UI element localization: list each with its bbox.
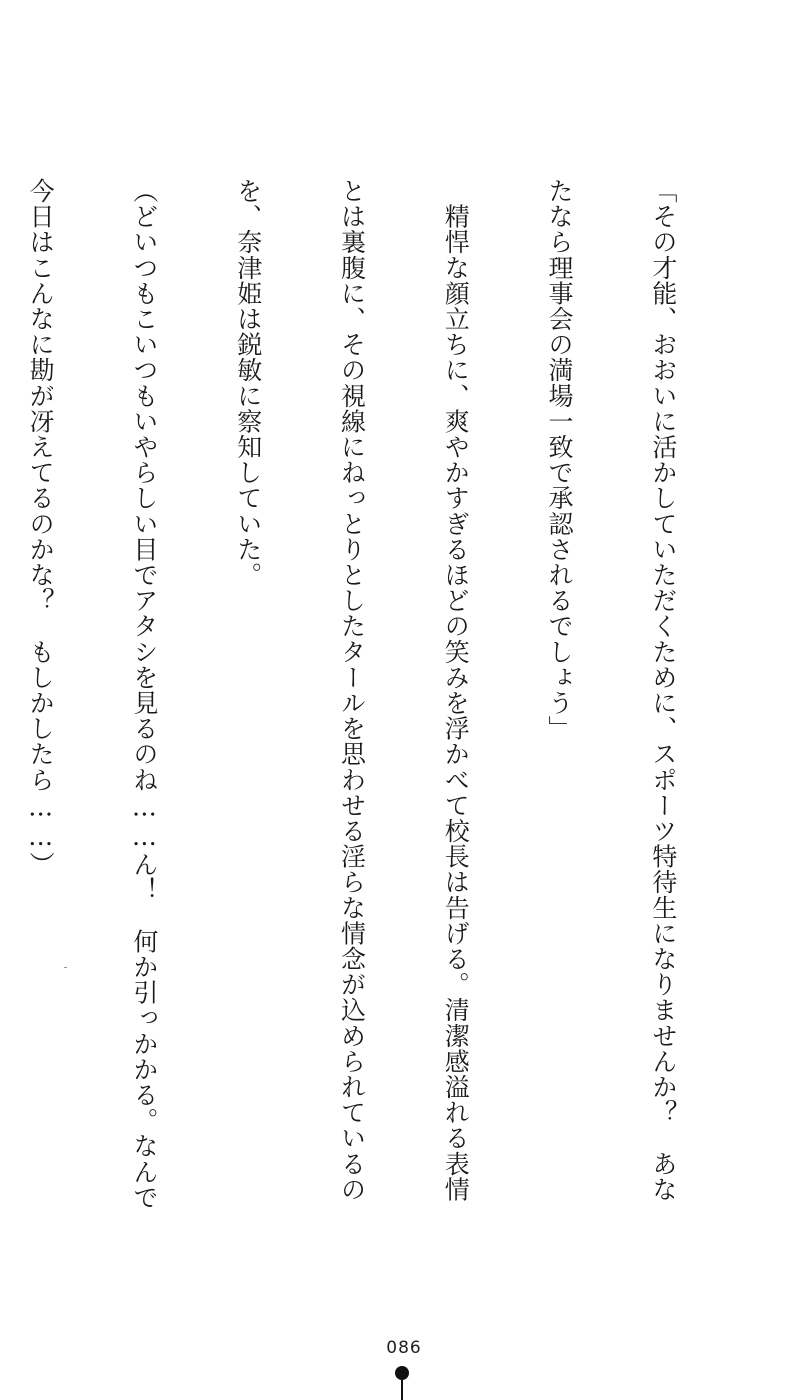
page-number-dot xyxy=(395,1366,409,1380)
scan-speck xyxy=(64,967,67,968)
text-line-7: 今日はこんなに勘が冴えてるのかな？ もしかしたら……） xyxy=(26,178,56,878)
text-line-6: （どいつもこいつもいやらしい目でアタシを見るのね……ん！ 何か引っかかる。なんで xyxy=(129,178,159,1210)
page-number: 086 xyxy=(386,1338,422,1358)
text-line-2: たなら理事会の満場一致で承認されるでしょう」 xyxy=(545,178,575,742)
text-line-1: 「その才能、おおいに活かしていただくために、スポーツ特待生になりませんか？ あな xyxy=(648,178,678,1202)
text-line-3: 精悍な顔立ちに、爽やかすぎるほどの笑みを浮かべて校長は告げる。清潔感溢れる表情 xyxy=(441,178,471,1202)
text-line-4: とは裏腹に、その視線にねっとりとしたタールを思わせる淫らな情念が込められているの xyxy=(337,178,367,1202)
text-line-5: を、奈津姫は鋭敏に察知していた。 xyxy=(233,178,263,588)
vertical-text-block xyxy=(0,178,749,1210)
page-number-rule xyxy=(401,1380,403,1400)
